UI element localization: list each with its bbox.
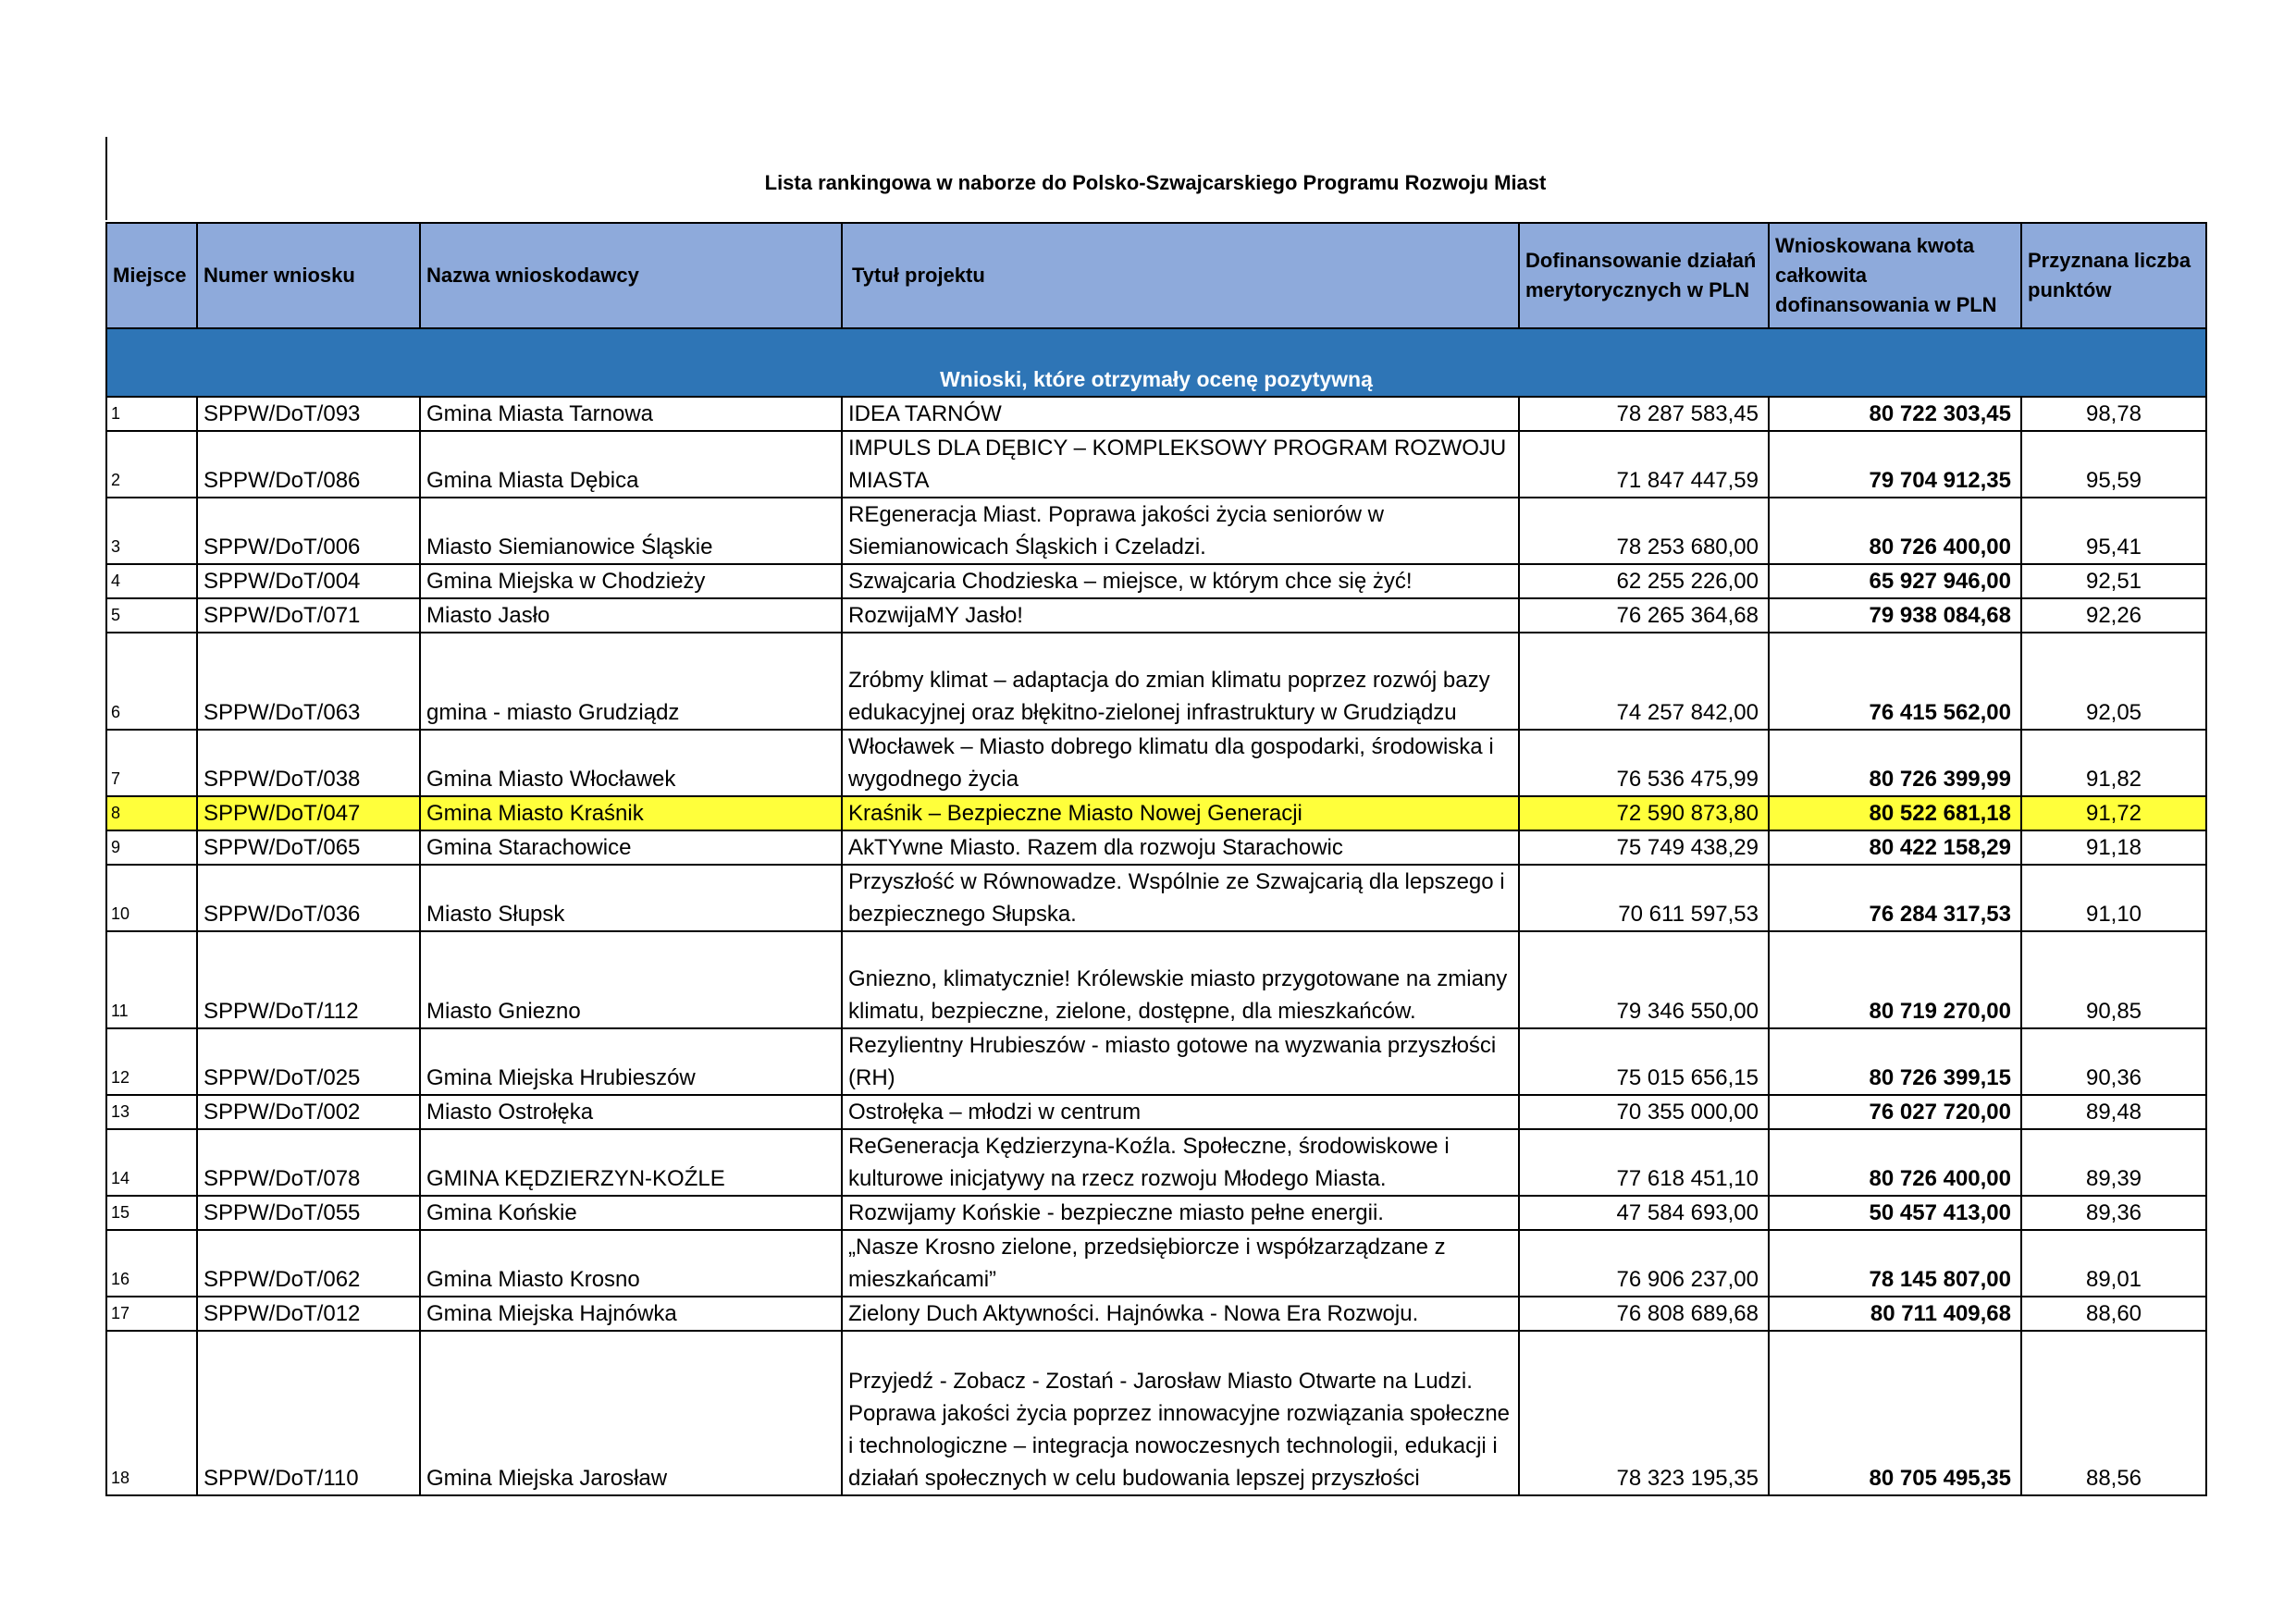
cell-applicant-name: gmina - miasto Grudziądz: [420, 633, 842, 730]
table-row: [106, 730, 2206, 796]
cell-application-number: SPPW/DoT/036: [197, 865, 420, 931]
cell-project-title: Włocławek – Miasto dobrego klimatu dla gospodarki, środowiska i wygodnego życia: [842, 730, 1519, 796]
cell-funding-total: 80 522 681,18: [1769, 796, 2021, 830]
cell-project-title: Przyszłość w Równowadze. Wspólnie ze Szwajcarią dla lepszego i bezpiecznego Słupska.: [842, 865, 1519, 931]
cell-project-title: IDEA TARNÓW: [842, 397, 1519, 431]
cell-points: 89,39: [2021, 1129, 2206, 1196]
cell-funding-total: 80 726 400,00: [1769, 1129, 2021, 1196]
cell-application-number: SPPW/DoT/071: [197, 598, 420, 633]
cell-funding-merit: 77 618 451,10: [1519, 1129, 1769, 1196]
cell-application-number: SPPW/DoT/055: [197, 1196, 420, 1230]
table-row: [106, 498, 2206, 564]
cell-project-title: Rozwijamy Końskie - bezpieczne miasto pełne energii.: [842, 1196, 1519, 1230]
cell-funding-total: 76 415 562,00: [1769, 633, 2021, 730]
cell-place: 2: [106, 431, 197, 498]
cell-place: 8: [106, 796, 197, 830]
cell-application-number: SPPW/DoT/062: [197, 1230, 420, 1297]
cell-funding-total: 65 927 946,00: [1769, 564, 2021, 598]
cell-project-title: „Nasze Krosno zielone, przedsiębiorcze i współzarządzane z mieszkańcami”: [842, 1230, 1519, 1297]
cell-applicant-name: Gmina Miejska w Chodzieży: [420, 564, 842, 598]
cell-points: 89,36: [2021, 1196, 2206, 1230]
cell-funding-total: 80 719 270,00: [1769, 931, 2021, 1028]
cell-application-number: SPPW/DoT/063: [197, 633, 420, 730]
cell-funding-total: 50 457 413,00: [1769, 1196, 2021, 1230]
cell-points: 91,72: [2021, 796, 2206, 830]
cell-applicant-name: Gmina Miasta Tarnowa: [420, 397, 842, 431]
cell-application-number: SPPW/DoT/112: [197, 931, 420, 1028]
cell-funding-total: 80 726 399,15: [1769, 1028, 2021, 1095]
cell-place: 16: [106, 1230, 197, 1297]
cell-applicant-name: Gmina Miasto Kraśnik: [420, 796, 842, 830]
table-row: [106, 796, 2206, 830]
table-row: [106, 1129, 2206, 1196]
cell-funding-merit: 75 015 656,15: [1519, 1028, 1769, 1095]
cell-funding-merit: 47 584 693,00: [1519, 1196, 1769, 1230]
cell-place: 17: [106, 1297, 197, 1331]
header-applicant-name: Nazwa wnioskodawcy: [420, 223, 842, 328]
cell-project-title: Zróbmy klimat – adaptacja do zmian klimatu poprzez rozwój bazy edukacyjnej oraz błękitno-zielonej infrastruktury w Grudziądzu: [842, 633, 1519, 730]
cell-project-title: Gniezno, klimatycznie! Królewskie miasto przygotowane na zmiany klimatu, bezpieczne, zielone, dostępne, dla mieszkańców.: [842, 931, 1519, 1028]
cell-funding-merit: 72 590 873,80: [1519, 796, 1769, 830]
cell-applicant-name: Gmina Miasto Krosno: [420, 1230, 842, 1297]
cell-funding-merit: 70 611 597,53: [1519, 865, 1769, 931]
cell-points: 91,82: [2021, 730, 2206, 796]
cell-place: 12: [106, 1028, 197, 1095]
table-row: [106, 1028, 2206, 1095]
cell-application-number: SPPW/DoT/047: [197, 796, 420, 830]
cell-funding-total: 80 711 409,68: [1769, 1297, 2021, 1331]
cell-points: 95,41: [2021, 498, 2206, 564]
cell-project-title: Szwajcaria Chodzieska – miejsce, w którym chce się żyć!: [842, 564, 1519, 598]
cell-funding-total: 80 422 158,29: [1769, 830, 2021, 865]
cell-funding-merit: 76 808 689,68: [1519, 1297, 1769, 1331]
cell-place: 9: [106, 830, 197, 865]
cell-funding-total: 80 722 303,45: [1769, 397, 2021, 431]
section-positive-label: Wnioski, które otrzymały ocenę pozytywną: [106, 328, 2206, 397]
cell-place: 18: [106, 1331, 197, 1495]
table-row: [106, 1297, 2206, 1331]
cell-place: 15: [106, 1196, 197, 1230]
cell-funding-total: 79 938 084,68: [1769, 598, 2021, 633]
cell-funding-merit: 79 346 550,00: [1519, 931, 1769, 1028]
cell-points: 98,78: [2021, 397, 2206, 431]
header-funding-total: Wnioskowana kwota całkowita dofinansowania w PLN: [1769, 223, 2021, 328]
ranking-document: [105, 137, 2205, 1496]
cell-place: 6: [106, 633, 197, 730]
section-positive-row: [106, 328, 2206, 397]
cell-application-number: SPPW/DoT/004: [197, 564, 420, 598]
cell-application-number: SPPW/DoT/025: [197, 1028, 420, 1095]
cell-points: 89,48: [2021, 1095, 2206, 1129]
cell-application-number: SPPW/DoT/078: [197, 1129, 420, 1196]
cell-project-title: Kraśnik – Bezpieczne Miasto Nowej Generacji: [842, 796, 1519, 830]
cell-project-title: Ostrołęka – młodzi w centrum: [842, 1095, 1519, 1129]
cell-funding-total: 76 027 720,00: [1769, 1095, 2021, 1129]
cell-funding-total: 79 704 912,35: [1769, 431, 2021, 498]
cell-points: 88,60: [2021, 1297, 2206, 1331]
cell-funding-merit: 76 906 237,00: [1519, 1230, 1769, 1297]
cell-points: 92,05: [2021, 633, 2206, 730]
cell-applicant-name: Miasto Jasło: [420, 598, 842, 633]
header-project-title: Tytuł projektu: [842, 223, 1519, 328]
cell-funding-total: 80 726 399,99: [1769, 730, 2021, 796]
cell-place: 4: [106, 564, 197, 598]
cell-applicant-name: Gmina Starachowice: [420, 830, 842, 865]
cell-application-number: SPPW/DoT/002: [197, 1095, 420, 1129]
cell-applicant-name: Gmina Końskie: [420, 1196, 842, 1230]
table-row: [106, 397, 2206, 431]
cell-points: 90,36: [2021, 1028, 2206, 1095]
cell-applicant-name: Gmina Miasta Dębica: [420, 431, 842, 498]
cell-points: 91,18: [2021, 830, 2206, 865]
header-points: Przyznana liczba punktów: [2021, 223, 2206, 328]
cell-funding-merit: 70 355 000,00: [1519, 1095, 1769, 1129]
cell-applicant-name: Miasto Siemianowice Śląskie: [420, 498, 842, 564]
table-row: [106, 633, 2206, 730]
cell-place: 10: [106, 865, 197, 931]
cell-applicant-name: Gmina Miejska Hrubieszów: [420, 1028, 842, 1095]
cell-points: 92,26: [2021, 598, 2206, 633]
table-row: [106, 1331, 2206, 1495]
cell-application-number: SPPW/DoT/065: [197, 830, 420, 865]
cell-application-number: SPPW/DoT/110: [197, 1331, 420, 1495]
header-funding-merit: Dofinansowanie działań merytorycznych w PLN: [1519, 223, 1769, 328]
cell-project-title: RozwijaMY Jasło!: [842, 598, 1519, 633]
cell-funding-total: 80 705 495,35: [1769, 1331, 2021, 1495]
cell-funding-merit: 76 536 475,99: [1519, 730, 1769, 796]
cell-place: 5: [106, 598, 197, 633]
cell-applicant-name: GMINA KĘDZIERZYN-KOŹLE: [420, 1129, 842, 1196]
cell-funding-total: 78 145 807,00: [1769, 1230, 2021, 1297]
header-place: Miejsce: [106, 223, 197, 328]
cell-project-title: Przyjedź - Zobacz - Zostań - Jarosław Miasto Otwarte na Ludzi. Poprawa jakości życia poprzez innowacyjne rozwiązania społeczne i technologiczne – integracja nowoczesnych technologii, edukacji i działań społecznych w celu budowania lepszej przyszłości: [842, 1331, 1519, 1495]
cell-project-title: REgeneracja Miast. Poprawa jakości życia seniorów w Siemianowicach Śląskich i Czeladzi.: [842, 498, 1519, 564]
table-header-row: [106, 223, 2206, 328]
cell-points: 90,85: [2021, 931, 2206, 1028]
cell-place: 11: [106, 931, 197, 1028]
table-row: [106, 1196, 2206, 1230]
table-row: [106, 1095, 2206, 1129]
cell-applicant-name: Gmina Miejska Hajnówka: [420, 1297, 842, 1331]
cell-project-title: ReGeneracja Kędzierzyna-Koźla. Społeczne, środowiskowe i kulturowe inicjatywy na rzecz rozwoju Młodego Miasta.: [842, 1129, 1519, 1196]
cell-funding-merit: 78 253 680,00: [1519, 498, 1769, 564]
cell-funding-merit: 78 323 195,35: [1519, 1331, 1769, 1495]
cell-funding-merit: 71 847 447,59: [1519, 431, 1769, 498]
cell-project-title: Zielony Duch Aktywności. Hajnówka - Nowa Era Rozwoju.: [842, 1297, 1519, 1331]
cell-funding-merit: 74 257 842,00: [1519, 633, 1769, 730]
cell-place: 7: [106, 730, 197, 796]
cell-funding-merit: 75 749 438,29: [1519, 830, 1769, 865]
cell-applicant-name: Gmina Miejska Jarosław: [420, 1331, 842, 1495]
cell-project-title: AkTYwne Miasto. Razem dla rozwoju Starachowic: [842, 830, 1519, 865]
cell-funding-merit: 76 265 364,68: [1519, 598, 1769, 633]
cell-place: 3: [106, 498, 197, 564]
cell-applicant-name: Miasto Słupsk: [420, 865, 842, 931]
table-row: [106, 431, 2206, 498]
cell-place: 13: [106, 1095, 197, 1129]
cell-place: 14: [106, 1129, 197, 1196]
table-row: [106, 865, 2206, 931]
cell-funding-merit: 78 287 583,45: [1519, 397, 1769, 431]
table-row: [106, 1230, 2206, 1297]
table-row: [106, 564, 2206, 598]
ranking-table: [105, 222, 2207, 1496]
cell-funding-merit: 62 255 226,00: [1519, 564, 1769, 598]
cell-applicant-name: Gmina Miasto Włocławek: [420, 730, 842, 796]
cell-funding-total: 80 726 400,00: [1769, 498, 2021, 564]
cell-funding-total: 76 284 317,53: [1769, 865, 2021, 931]
cell-application-number: SPPW/DoT/086: [197, 431, 420, 498]
table-row: [106, 931, 2206, 1028]
cell-points: 91,10: [2021, 865, 2206, 931]
cell-applicant-name: Miasto Gniezno: [420, 931, 842, 1028]
cell-project-title: IMPULS DLA DĘBICY – KOMPLEKSOWY PROGRAM ROZWOJU MIASTA: [842, 431, 1519, 498]
cell-points: 88,56: [2021, 1331, 2206, 1495]
header-application-number: Numer wniosku: [197, 223, 420, 328]
cell-points: 92,51: [2021, 564, 2206, 598]
table-row: [106, 598, 2206, 633]
cell-applicant-name: Miasto Ostrołęka: [420, 1095, 842, 1129]
cell-points: 89,01: [2021, 1230, 2206, 1297]
cell-project-title: Rezylientny Hrubieszów - miasto gotowe na wyzwania przyszłości (RH): [842, 1028, 1519, 1095]
cell-application-number: SPPW/DoT/093: [197, 397, 420, 431]
cell-place: 1: [106, 397, 197, 431]
cell-points: 95,59: [2021, 431, 2206, 498]
cell-application-number: SPPW/DoT/006: [197, 498, 420, 564]
cell-application-number: SPPW/DoT/038: [197, 730, 420, 796]
table-row: [106, 830, 2206, 865]
cell-application-number: SPPW/DoT/012: [197, 1297, 420, 1331]
document-title: Lista rankingowa w naborze do Polsko-Szwajcarskiego Programu Rozwoju Miast: [764, 171, 1547, 194]
